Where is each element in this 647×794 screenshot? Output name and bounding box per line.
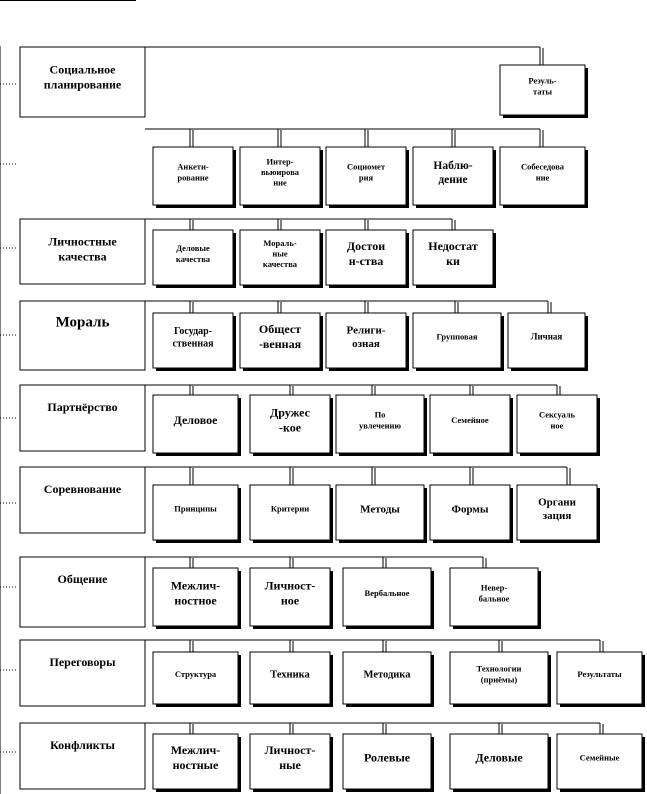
- item-box: [240, 301, 323, 371]
- category-box-frame: [20, 557, 145, 627]
- item-label: Личност-ные: [264, 743, 316, 773]
- category-label: Переговоры: [49, 655, 116, 670]
- item-box: [343, 557, 434, 629]
- category-group: [20, 723, 645, 792]
- item-box: [153, 467, 241, 543]
- item-box: [517, 385, 600, 456]
- category-label: Партнёрство: [47, 400, 118, 415]
- category-group: [20, 640, 645, 707]
- item-label: Критерии: [270, 503, 310, 514]
- item-box: [450, 723, 551, 792]
- category-group: [20, 385, 600, 456]
- item-box: [336, 467, 427, 543]
- item-box: [430, 385, 513, 456]
- item-box: [250, 723, 333, 792]
- item-label: Групповая: [436, 331, 478, 342]
- item-label: Межлич-ностные: [170, 743, 221, 773]
- item-box: [250, 467, 333, 543]
- item-box: [450, 640, 551, 707]
- item-label: Техника: [270, 669, 310, 681]
- item-box: [517, 467, 600, 543]
- item-box: [153, 129, 236, 208]
- item-box: [557, 723, 645, 792]
- item-box: [500, 47, 588, 118]
- item-box: [250, 557, 333, 629]
- item-label: Методы: [360, 503, 400, 516]
- category-label: Мораль: [55, 314, 110, 331]
- item-label: Межлич-ностное: [170, 578, 221, 608]
- item-label: Вербальное: [364, 587, 410, 598]
- item-box: [343, 723, 434, 792]
- item-label: Резуль-таты: [528, 75, 557, 97]
- item-label: Формы: [451, 503, 489, 516]
- item-label: Семейное: [451, 414, 489, 425]
- category-group: [20, 301, 588, 371]
- category-label: Социальное планирование: [43, 62, 122, 92]
- item-label: Структура: [174, 668, 217, 679]
- item-label: Религи-озная: [346, 324, 386, 351]
- item-box: [336, 385, 427, 456]
- item-box: [508, 301, 588, 371]
- item-box: [153, 385, 241, 456]
- category-group: [20, 557, 541, 629]
- item-box: [343, 640, 434, 707]
- item-label: Технологии (приёмы): [476, 663, 522, 685]
- category-box-frame: [20, 723, 145, 789]
- item-label: Деловое: [173, 413, 218, 428]
- item-box: [153, 557, 241, 629]
- item-label: Социомет рия: [346, 161, 386, 183]
- category-label: Конфликты: [50, 738, 115, 753]
- item-label: Личная: [530, 331, 563, 342]
- item-label: Принципы: [174, 503, 217, 514]
- category-label: Соревнование: [43, 482, 122, 497]
- item-label: Семейные: [579, 752, 620, 763]
- category-box-frame: [20, 301, 145, 370]
- item-box: [500, 129, 588, 208]
- item-box: [413, 129, 496, 208]
- item-label: Дружес -кое: [270, 405, 310, 435]
- item-box: [240, 219, 323, 288]
- item-label: Методика: [363, 669, 411, 681]
- item-box: [557, 640, 645, 707]
- category-group: [20, 219, 496, 288]
- item-box: [250, 385, 333, 456]
- item-box: [326, 301, 409, 371]
- item-label: Ролевые: [363, 750, 411, 765]
- item-box: [413, 301, 504, 371]
- item-label: Достои н-ства: [346, 239, 386, 269]
- item-label: Государ-ственная: [172, 325, 214, 350]
- item-box: [153, 219, 236, 288]
- item-label: Личност-ное: [264, 578, 316, 608]
- category-label: Общение: [57, 572, 108, 587]
- item-label: Мораль-ные качества: [262, 237, 298, 270]
- item-box: [326, 129, 409, 208]
- category-label: Личностные качества: [48, 234, 117, 264]
- item-box: [326, 219, 409, 288]
- item-box: [413, 219, 496, 288]
- item-label: Сексуаль ное: [538, 409, 576, 431]
- item-box: [250, 640, 333, 707]
- item-label: Недостат ки: [428, 239, 478, 269]
- item-box: [153, 640, 241, 707]
- item-box: [153, 723, 241, 792]
- item-label: Интер-вьюирова ние: [260, 156, 300, 188]
- item-box: [450, 557, 541, 629]
- item-label: По увлечению: [359, 409, 401, 431]
- item-box: [153, 301, 236, 371]
- item-label: Собеседова ние: [520, 161, 565, 183]
- item-label: Деловые качества: [175, 243, 211, 264]
- item-box: [240, 129, 323, 208]
- item-label: Результаты: [577, 668, 622, 679]
- category-group: [20, 47, 588, 208]
- category-box-frame: [20, 640, 145, 706]
- item-label: Наблю-дение: [433, 159, 473, 187]
- category-group: [20, 467, 600, 543]
- item-label: Деловые: [475, 750, 523, 765]
- item-label: Общест -венная: [258, 322, 302, 352]
- category-box-frame: [20, 385, 145, 451]
- category-box-frame: [20, 467, 145, 533]
- item-label: Органи зация: [538, 496, 576, 523]
- item-label: Анкети-рование: [177, 161, 209, 183]
- item-box: [430, 467, 513, 543]
- item-label: Невер-бальное: [478, 582, 510, 604]
